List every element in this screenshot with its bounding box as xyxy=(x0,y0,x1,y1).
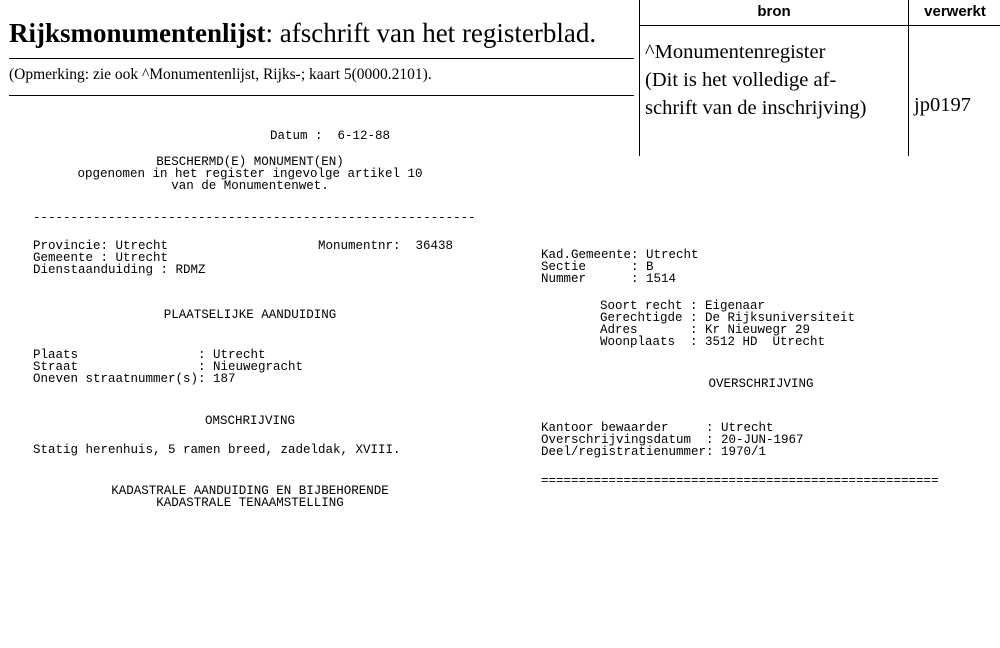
dienstaanduiding-line: Dienstaanduiding : RDMZ xyxy=(33,263,206,277)
bron-text xyxy=(645,38,866,122)
datum-value: 6-12-88 xyxy=(337,129,391,143)
kadastrale-heading xyxy=(20,485,480,509)
heading-line: opgenomen in het register ingevolge artikel 10 xyxy=(77,167,423,181)
datum-label: Datum : xyxy=(270,129,323,143)
dash-separator: ----------------------------------------------------------- xyxy=(33,211,476,225)
title-bold: Rijksmonumentenlijst xyxy=(9,18,266,48)
box-mid-border xyxy=(908,0,909,156)
omschrijving-heading: OMSCHRIJVING xyxy=(204,414,295,428)
gerechtigde-line: Gerechtigde : De Rijksuniversiteit xyxy=(600,311,856,325)
bron-line: (Dit is het volledige af- xyxy=(645,69,837,91)
provincie-line: Provincie: Utrecht xyxy=(33,239,169,253)
nummer-line: Nummer : 1514 xyxy=(541,272,677,286)
plaatselijke-heading: PLAATSELIJKE AANDUIDING xyxy=(163,308,337,322)
remark-rule xyxy=(9,95,634,96)
kadastrale-heading-line: KADASTRALE AANDUIDING EN BIJBEHORENDE xyxy=(111,484,389,498)
deel-line: Deel/registratienummer: 1970/1 xyxy=(541,445,767,459)
col-verwerkt-header: verwerkt xyxy=(924,3,986,20)
monumentnr-label: Monumentnr: xyxy=(318,239,401,253)
sectie-line: Sectie : B xyxy=(541,260,654,274)
col-bron-header: bron xyxy=(757,3,791,20)
kantoor-line: Kantoor bewaarder : Utrecht xyxy=(541,421,774,435)
bron-line: schrift van de inschrijving) xyxy=(645,97,867,119)
woonplaats-line: Woonplaats : 3512 HD Utrecht xyxy=(600,335,826,349)
soort-recht-line: Soort recht : Eigenaar xyxy=(600,299,766,313)
title-rest: : afschrift van het registerblad. xyxy=(265,18,597,48)
heading-line: BESCHERMD(E) MONUMENT(EN) xyxy=(156,155,344,169)
plaats-line: Plaats : Utrecht xyxy=(33,348,266,362)
kad-gemeente-line: Kad.Gemeente: Utrecht xyxy=(541,248,699,262)
overschrijving-heading: OVERSCHRIJVING xyxy=(708,377,814,391)
title-rule xyxy=(9,58,634,59)
straat-line: Straat : Nieuwegracht xyxy=(33,360,304,374)
oneven-line: Oneven straatnummer(s): 187 xyxy=(33,372,236,386)
box-header-rule xyxy=(639,25,1000,26)
gemeente-line: Gemeente : Utrecht xyxy=(33,251,169,265)
adres-line: Adres : Kr Nieuwegr 29 xyxy=(600,323,811,337)
monumentnr-line xyxy=(318,240,453,252)
document-heading xyxy=(20,156,480,192)
overschrijvingsdatum-line: Overschrijvingsdatum : 20-JUN-1967 xyxy=(541,433,804,447)
verwerkt-value: jp0197 xyxy=(914,94,971,116)
monumentnr-value: 36438 xyxy=(415,239,454,253)
box-left-border xyxy=(639,0,640,156)
kadastrale-heading-line: KADASTRALE TENAAMSTELLING xyxy=(156,496,344,510)
omschrijving-text: Statig herenhuis, 5 ramen breed, zadeldak, XVIII. xyxy=(33,443,401,457)
equals-separator: ===================================================== xyxy=(541,474,939,488)
page-title xyxy=(9,18,596,49)
bron-line: ^Monumentenregister xyxy=(645,41,826,63)
remark-text: (Opmerking: zie ook ^Monumentenlijst, Rijks-; kaart 5(0000.2101). xyxy=(9,66,432,83)
heading-line: van de Monumentenwet. xyxy=(171,179,329,193)
datum-line xyxy=(270,130,390,142)
